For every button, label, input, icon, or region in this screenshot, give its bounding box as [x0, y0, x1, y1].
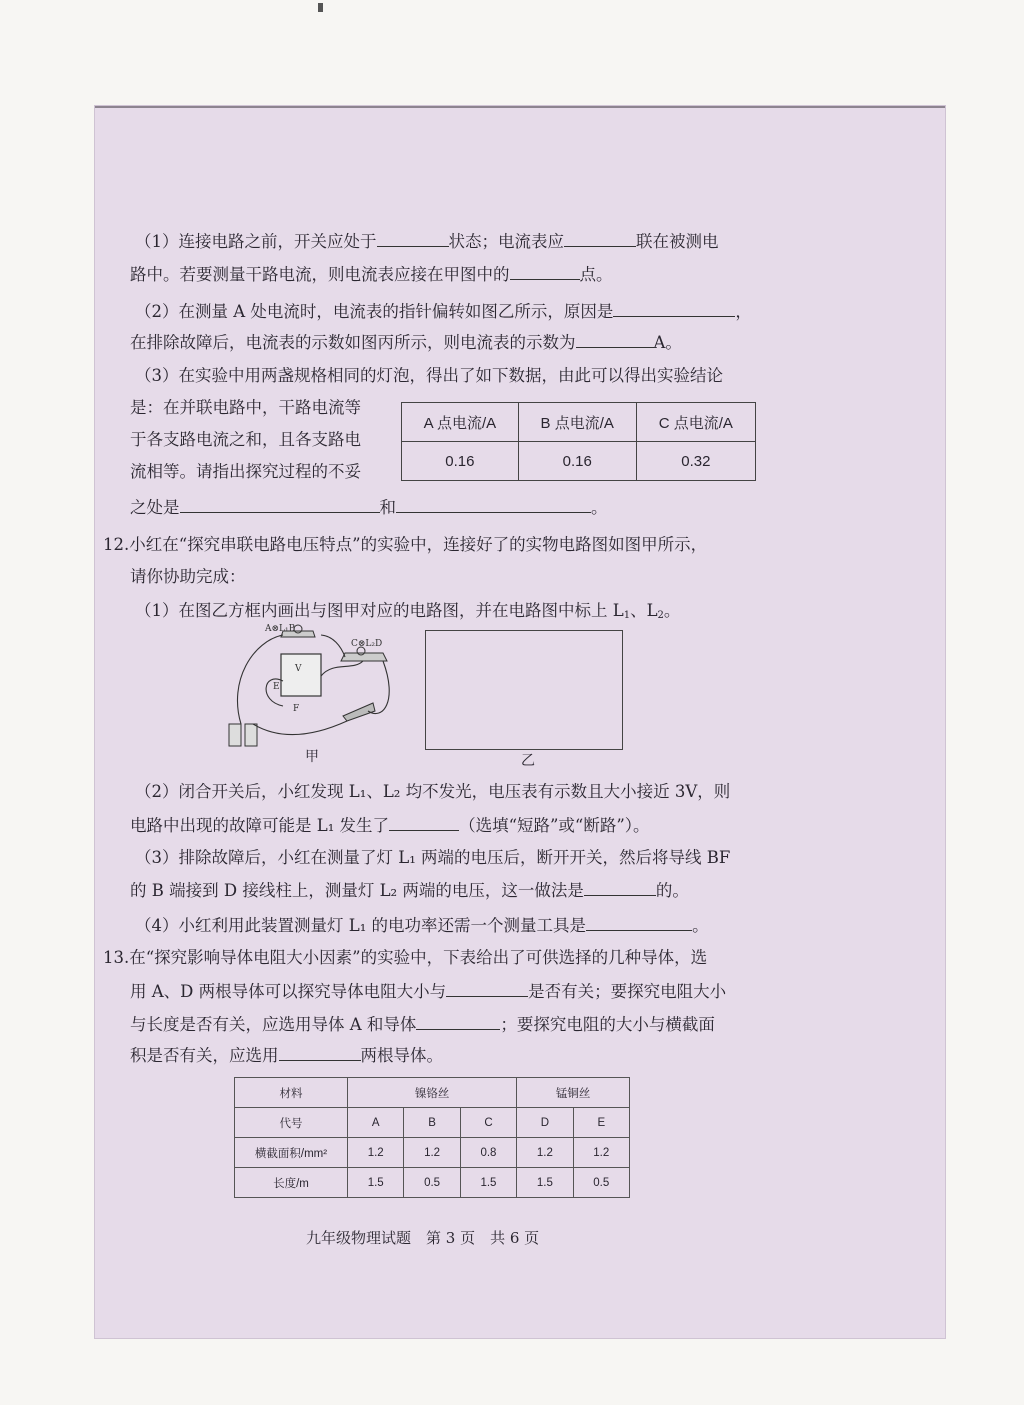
table-cell: A — [348, 1108, 404, 1138]
label-cd: C⊗L₂D — [351, 639, 383, 649]
table-header: 代号 — [235, 1108, 348, 1138]
q12-part2-line2: 电路中出现的故障可能是 L₁ 发生了 （选填“短路”或“断路”）。 — [130, 816, 650, 835]
answer-blank[interactable] — [396, 496, 591, 513]
voltmeter-label: V — [295, 664, 302, 674]
table-cell: 1.2 — [573, 1138, 629, 1168]
label-e: E — [273, 682, 280, 692]
answer-blank[interactable] — [416, 1013, 500, 1030]
answer-blank[interactable] — [586, 914, 692, 931]
table-cell: D — [517, 1108, 573, 1138]
table-cell: 0.32 — [636, 442, 755, 481]
q11-part2-line1: （2）在测量 A 处电流时，电流表的指针偏转如图乙所示，原因是 ， — [135, 302, 752, 321]
table-header: 锰铜丝 — [517, 1078, 630, 1108]
answer-blank[interactable] — [279, 1044, 361, 1061]
table-header: 镍铬丝 — [348, 1078, 517, 1108]
table-cell: 1.5 — [348, 1168, 404, 1198]
table-header: B 点电流/A — [518, 403, 636, 442]
page-footer: 九年级物理试题 第 3 页 共 6 页 — [306, 1229, 540, 1247]
q11-part3-line1: （3）在实验中用两盏规格相同的灯泡，得出了如下数据，由此可以得出实验结论 — [135, 366, 723, 385]
answer-blank[interactable] — [389, 814, 459, 831]
q12-part4: （4）小红利用此装置测量灯 L₁ 的电功率还需一个测量工具是 。 — [135, 916, 709, 935]
answer-blank[interactable] — [564, 230, 636, 247]
answer-blank[interactable] — [180, 496, 380, 513]
voltmeter-icon — [281, 654, 321, 696]
table-cell: 0.16 — [518, 442, 636, 481]
circuit-diagram-jia — [223, 621, 393, 756]
table-header: 长度/m — [235, 1168, 348, 1198]
q11-part3-line3: 于各支路电流之和，且各支路电 — [130, 430, 361, 449]
table-cell: C — [460, 1108, 516, 1138]
answer-blank[interactable] — [576, 331, 654, 348]
q13-line4: 积是否有关，应选用 两根导体。 — [130, 1046, 443, 1065]
q13-line1: 13.在“探究影响导体电阻大小因素”的实验中，下表给出了可供选择的几种导体，选 — [103, 948, 708, 967]
answer-blank[interactable] — [377, 230, 449, 247]
battery-icon — [229, 724, 241, 746]
figure-label-yi: 乙 — [521, 753, 535, 769]
table-cell: 1.5 — [517, 1168, 573, 1198]
q12-intro-line1: 12.小红在“探究串联电路电压特点”的实验中，连接好了的实物电路图如图甲所示， — [103, 535, 708, 554]
q13-line3: 与长度是否有关，应选用导体 A 和导体 ；要探究电阻的大小与横截面 — [130, 1015, 715, 1034]
table-header: C 点电流/A — [636, 403, 755, 442]
answer-blank[interactable] — [584, 879, 656, 896]
answer-blank[interactable] — [446, 980, 528, 997]
table-cell: B — [404, 1108, 460, 1138]
table-header: 材料 — [235, 1078, 348, 1108]
table-cell: 1.2 — [404, 1138, 460, 1168]
q11-part3-line2: 是：在并联电路中，干路电流等 — [130, 398, 361, 417]
drawing-box-yi[interactable] — [425, 630, 623, 750]
exam-page — [95, 106, 945, 1338]
table-cell: 1.2 — [517, 1138, 573, 1168]
q12-part3-line2: 的 B 端接到 D 接线柱上，测量灯 L₂ 两端的电压，这一做法是 的。 — [130, 881, 689, 900]
answer-blank[interactable] — [510, 263, 580, 280]
q11-part1-line1: （1）连接电路之前，开关应处于 状态；电流表应 联在被测电 — [135, 232, 719, 251]
battery-icon — [245, 724, 257, 746]
q12-part1: （1）在图乙方框内画出与图甲对应的电路图，并在电路图中标上 $L_1$、$L_2$。 — [135, 601, 681, 621]
table-cell: 0.5 — [404, 1168, 460, 1198]
q11-part2-line2: 在排除故障后，电流表的示数如图丙所示，则电流表的示数为 A。 — [130, 333, 682, 352]
table-cell: 0.8 — [460, 1138, 516, 1168]
table-cell: 1.2 — [348, 1138, 404, 1168]
q13-line2: 用 A、D 两根导体可以探究导体电阻大小与 是否有关；要探究电阻大小 — [130, 982, 727, 1001]
label-ab: A⊗L₁B — [265, 624, 296, 634]
table-cell: 1.5 — [460, 1168, 516, 1198]
table-cell: E — [573, 1108, 629, 1138]
table-cell: 0.5 — [573, 1168, 629, 1198]
answer-blank[interactable] — [613, 300, 735, 317]
page-top-border — [95, 106, 945, 108]
conductor-table — [234, 1077, 630, 1198]
q11-part1-line2: 路中。若要测量干路电流，则电流表应接在甲图中的 点。 — [130, 265, 613, 284]
q12-part3-line1: （3）排除故障后，小红在测量了灯 L₁ 两端的电压后，断开开关，然后将导线 BF — [135, 848, 731, 867]
label-f: F — [293, 704, 300, 714]
current-data-table — [401, 402, 756, 481]
table-header: 横截面积/mm² — [235, 1138, 348, 1168]
q12-part2-line1: （2）闭合开关后，小红发现 L₁、L₂ 均不发光，电压表有示数且大小接近 3V，则 — [135, 782, 731, 801]
q11-part3-line4: 流相等。请指出探究过程的不妥 — [130, 462, 361, 481]
table-cell: 0.16 — [402, 442, 519, 481]
scan-speck — [318, 3, 323, 12]
q12-intro-line2: 请你协助完成： — [130, 567, 246, 586]
figure-label-jia: 甲 — [305, 749, 319, 765]
q11-part3-line5: 之处是 和 。 — [130, 498, 608, 517]
table-header: A 点电流/A — [402, 403, 519, 442]
